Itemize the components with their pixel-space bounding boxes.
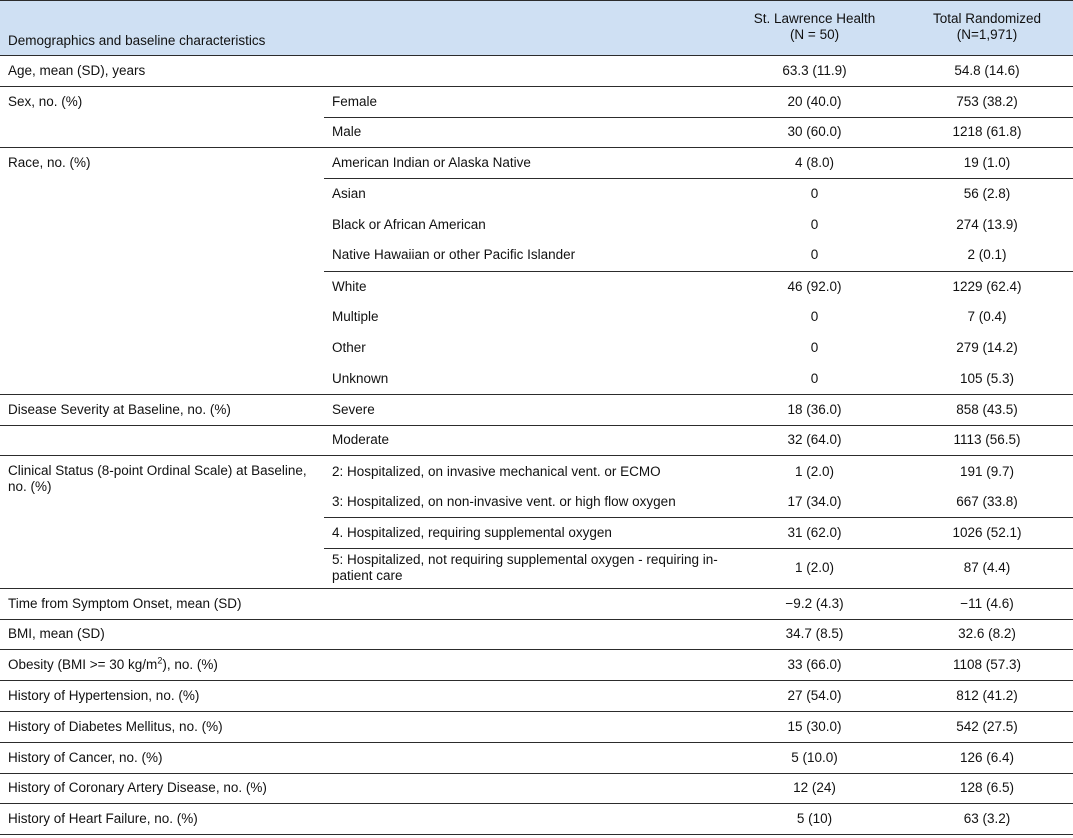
value-st-lawrence: 46 (92.0) [728,271,901,302]
header-st-lawrence-name: St. Lawrence Health [753,11,876,26]
table-row [0,773,1073,804]
sub-label: 4. Hospitalized, requiring supplemental oxygen [324,517,728,548]
value-total: 753 (38.2) [901,86,1073,117]
table-row [0,804,1073,835]
table-row [0,650,1073,681]
value-total: 812 (41.2) [901,681,1073,712]
row-label: Race, no. (%) [0,148,324,394]
sub-label: Male [324,117,728,148]
header-total-randomized [901,1,1073,56]
value-total: 1113 (56.5) [901,425,1073,456]
row-label: History of Coronary Artery Disease, no. (%) [0,773,728,804]
value-total: 54.8 (14.6) [954,62,1020,78]
row-label: History of Diabetes Mellitus, no. (%) [0,711,728,742]
row-label: History of Hypertension, no. (%) [0,681,728,712]
row-label: Age, mean (SD), years [8,62,146,78]
header-total-name: Total Randomized [932,11,1042,26]
value-total: 191 (9.7) [901,456,1073,487]
value-st-lawrence: 18 (36.0) [728,394,901,425]
value-total: 542 (27.5) [901,711,1073,742]
table-row [0,425,1073,456]
value-st-lawrence: 31 (62.0) [728,517,901,548]
header-row [0,1,1073,56]
value-total: 63 (3.2) [901,804,1073,835]
value-st-lawrence: 32 (64.0) [728,425,901,456]
value-total: 32.6 (8.2) [901,619,1073,650]
value-st-lawrence: 4 (8.0) [728,148,901,179]
value-st-lawrence: 63.3 (11.9) [782,62,847,78]
value-total: 279 (14.2) [956,340,1018,356]
sub-label: 5: Hospitalized, not requiring supplemental oxygen - requiring in-patient care [324,548,728,588]
value-st-lawrence: 30 (60.0) [728,117,901,148]
table-row [0,394,1073,425]
sub-label: Native Hawaiian or other Pacific Islander [332,247,576,263]
value-st-lawrence: 33 (66.0) [728,650,901,681]
sub-label: White [324,271,728,302]
value-st-lawrence: 0 [810,216,819,232]
sub-label: Black or African American [332,216,486,232]
value-total: 1218 (61.8) [901,117,1073,148]
value-total: 7 (0.4) [967,309,1007,325]
obesity-label-pre: Obesity (BMI >= 30 kg/m [8,657,158,673]
value-total: 19 (1.0) [901,148,1073,179]
row-label: Sex, no. (%) [0,86,324,148]
value-total: 1026 (52.1) [901,517,1073,548]
row-label: Clinical Status (8-point Ordinal Scale) at Baseline, no. (%) [0,456,324,588]
sub-label: Asian [324,179,728,210]
value-total: 1229 (62.4) [901,271,1073,302]
sub-label: Other [332,340,366,356]
value-st-lawrence: 34.7 (8.5) [728,619,901,650]
sub-label: 3: Hospitalized, on non-invasive vent. or high flow oxygen [332,493,676,509]
obesity-label-sup: 2 [157,655,163,666]
value-st-lawrence: 15 (30.0) [728,711,901,742]
value-st-lawrence: 20 (40.0) [728,86,901,117]
value-st-lawrence: 0 [810,309,819,325]
table-row [0,711,1073,742]
row-label: History of Cancer, no. (%) [0,742,728,773]
table-row [0,619,1073,650]
value-st-lawrence: 5 (10.0) [728,742,901,773]
header-characteristics: Demographics and baseline characteristics [0,1,728,56]
value-total: 274 (13.9) [956,216,1018,232]
row-label: History of Heart Failure, no. (%) [0,804,728,835]
row-label-empty [0,425,324,456]
table-row [0,148,1073,179]
table-row [0,56,1073,87]
row-label: BMI, mean (SD) [0,619,728,650]
value-st-lawrence: 0 [728,179,901,210]
value-st-lawrence: 12 (24) [728,773,901,804]
value-total: 56 (2.8) [901,179,1073,210]
row-label [0,650,728,681]
table-row [0,86,1073,117]
obesity-label-post: ), no. (%) [162,657,218,673]
value-total: 2 (0.1) [967,247,1007,263]
value-st-lawrence: 17 (34.0) [787,493,842,509]
value-st-lawrence: 0 [810,247,819,263]
header-st-lawrence [728,1,901,56]
value-st-lawrence: 0 [810,370,819,386]
value-total: 126 (6.4) [901,742,1073,773]
table-row [0,588,1073,619]
table-row [0,681,1073,712]
value-st-lawrence: 0 [810,340,819,356]
table-row [0,742,1073,773]
value-total: 128 (6.5) [901,773,1073,804]
value-total: 667 (33.8) [956,493,1018,509]
value-total: −11 (4.6) [901,588,1073,619]
value-total: 87 (4.4) [901,548,1073,588]
value-st-lawrence: −9.2 (4.3) [728,588,901,619]
sub-label: American Indian or Alaska Native [324,148,728,179]
value-total: 1108 (57.3) [901,650,1073,681]
sub-label: Female [324,86,728,117]
value-st-lawrence: 1 (2.0) [728,456,901,487]
sub-label: Severe [324,394,728,425]
sub-label: Moderate [324,425,728,456]
sub-label: Unknown [332,370,389,386]
sub-label: 2: Hospitalized, on invasive mechanical vent. or ECMO [324,456,728,487]
table-row [0,456,1073,487]
header-st-lawrence-n: (N = 50) [789,27,840,42]
value-st-lawrence: 27 (54.0) [728,681,901,712]
value-total: 105 (5.3) [959,370,1015,386]
row-label: Time from Symptom Onset, mean (SD) [0,588,728,619]
value-st-lawrence: 5 (10) [728,804,901,835]
value-total: 858 (43.5) [901,394,1073,425]
value-st-lawrence: 1 (2.0) [728,548,901,588]
sub-label: Multiple [332,309,379,325]
header-total-n: (N=1,971) [956,27,1018,42]
row-label: Disease Severity at Baseline, no. (%) [0,394,324,425]
